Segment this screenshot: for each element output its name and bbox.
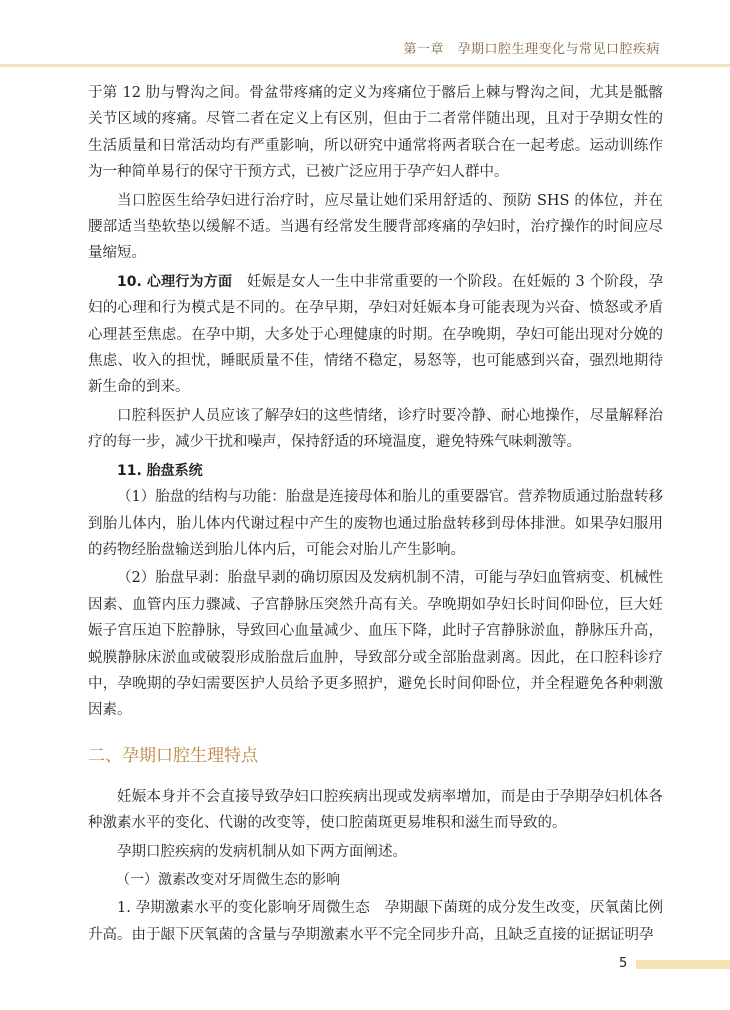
header-rule: [0, 64, 730, 67]
section-heading: 二、孕期口腔生理特点: [88, 745, 258, 766]
paragraph-placenta-heading: [88, 458, 663, 484]
paragraph-placental-abruption: （2）胎盘早剥：胎盘早剥的确切原因及发病机制不清，可能与孕妇血管病变、机械性因素、血管内压力骤减、子宫静脉压突然升高有关。孕晚期如孕妇长时间仰卧位，巨大妊娠子宫压迫下腔静脉，导致回心血量减少、血压下降，此时子宫静脉淤血，静脉压升高，蜕膜静脉床淤血或破裂形成胎盘后血肿，导致部分或全部胎盘剥离。因此，在口腔科诊疗中，孕晚期的孕妇需要医护人员给予更多照护，避免长时间仰卧位，并全程避免各种刺激因素。: [88, 570, 663, 719]
paragraph-positioning: 当口腔医生给孕妇进行治疗时，应尽量让她们采用舒适的、预防 SHS 的体位，并在腰部适当垫软垫以缓解不适。当遇有经常发生腰背部疼痛的孕妇时，治疗操作的时间应尽量缩短。: [88, 192, 663, 262]
paragraph-staff-guidance: 口腔科医护人员应该了解孕妇的这些情绪，诊疗时要冷静、耐心地操作，尽量解释治疗的每一步，减少干扰和噪声，保持舒适的环境温度，避免特殊气味刺激等。: [88, 407, 663, 451]
paragraph-hormone-microecology: [88, 895, 663, 948]
paragraph-psychology: [88, 269, 663, 401]
item-text-psychology: 妊娠是女人一生中非常重要的一个阶段。在妊娠的 3 个阶段，孕妇的心理和行为模式是不同的。在孕早期，孕妇对妊娠本身可能表现为兴奋、愤怒或矛盾心理甚至焦虑。在孕中期，大多处于心理健康的时期。在孕晚期，孕妇可能出现对分娩的焦虑、收入的担忧，睡眠质量不佳，情绪不稳定，易怒等，也可能感到兴奋，强烈地期待新生命的到来。: [88, 273, 663, 396]
item-heading-placenta: 11. 胎盘系统: [117, 462, 203, 479]
item-text-hormone: 孕期龈下菌斑的成分发生改变，厌氧菌比例升高。由于龈下厌氧菌的含量与孕期激素水平不完全同步升高，且缺乏直接的证据证明孕: [88, 900, 663, 943]
paragraph-placenta-structure: （1）胎盘的结构与功能：胎盘是连接母体和胎儿的重要器官。营养物质通过胎盘转移到胎儿体内，胎儿体内代谢过程中产生的废物也通过胎盘转移到母体排泄。如果孕妇服用的药物经胎盘输送到胎儿体内后，可能会对胎儿产生影响。: [88, 489, 663, 558]
page-body: [88, 80, 663, 948]
subheading-hormone-effect: （一）激素改变对牙周微生态的影响: [116, 871, 340, 888]
item-heading-psychology: 10. 心理行为方面: [117, 273, 233, 290]
paragraph-mechanism: 孕期口腔疾病的发病机制从如下两方面阐述。: [117, 843, 407, 860]
page-tab-decoration: [636, 960, 730, 969]
running-header: 第一章 孕期口腔生理变化与常见口腔疾病: [403, 42, 660, 57]
item-lead-hormone: 1. 孕期激素水平的变化影响牙周微生态: [117, 900, 371, 917]
page-number: 5: [619, 956, 628, 971]
paragraph-pelvic-pain: 于第 12 肋与臀沟之间。骨盆带疼痛的定义为疼痛位于髂后上棘与臀沟之间，尤其是骶髂关节区域的疼痛。尽管二者在定义上有区别，但由于二者常伴随出现，且对于孕期女性的生活质量和日常活动均有严重影响，所以研究中通常将两者联合在一起考虑。运动训练作为一种简单易行的保守干预方式，已被广泛应用于孕产妇人群中。: [88, 85, 663, 181]
paragraph-hormone-intro: 妊娠本身并不会直接导致孕妇口腔疾病出现或发病率增加，而是由于孕期孕妇机体各种激素水平的变化、代谢的改变等，使口腔菌斑更易堆积和滋生而导致的。: [88, 788, 663, 832]
